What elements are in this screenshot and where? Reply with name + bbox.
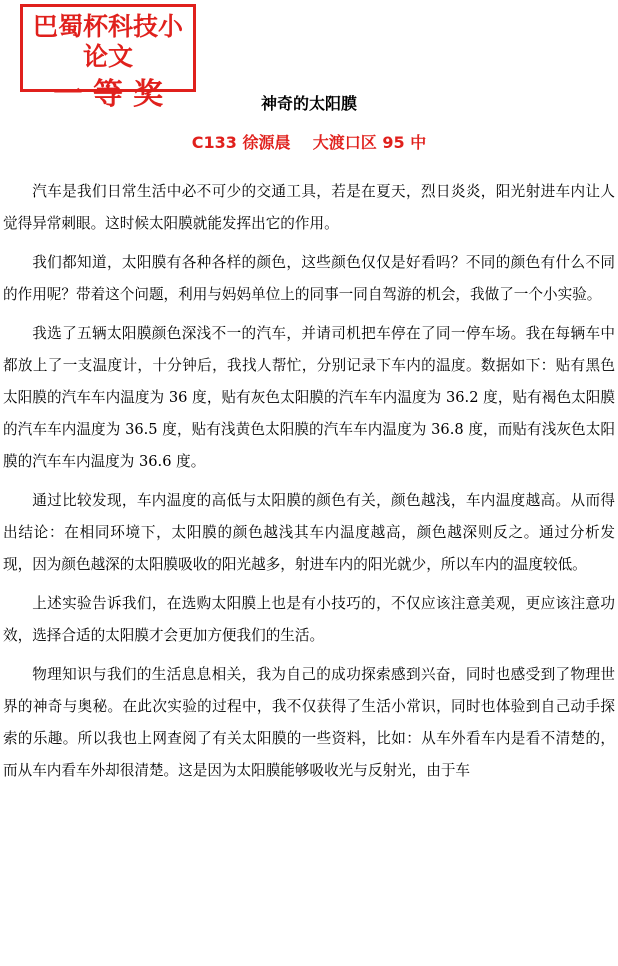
paragraph: 通过比较发现，车内温度的高低与太阳膜的颜色有关，颜色越浅，车内温度越高。从而得出结论：在相同环境下，太阳膜的颜色越浅其车内温度越高，颜色越深则反之。通过分析发现，因为颜色越深的太阳膜吸收的阳光越多，射进车内的阳光就少，所以车内的温度较低。 (3, 492, 615, 573)
paragraph: 汽车是我们日常生活中必不可少的交通工具，若是在夏天，烈日炎炎，阳光射进车内让人觉得异常刺眼。这时候太阳膜就能发挥出它的作用。 (3, 183, 615, 232)
document-title: 神奇的太阳膜 (260, 94, 357, 113)
award-stamp (20, 4, 196, 112)
stamp-competition-name: 巴蜀杯科技小论文 (32, 12, 183, 71)
paragraph: 我们都知道，太阳膜有各种各样的颜色，这些颜色仅仅是好看吗？不同的颜色有什么不同的作用呢？带着这个问题，利用与妈妈单位上的同事一同自驾游的机会，我做了一个小实验。 (3, 254, 615, 303)
paragraph: 上述实验告诉我们，在选购太阳膜上也是有小技巧的，不仅应该注意美观，更应该注意功效，选择合适的太阳膜才会更加方便我们的生活。 (3, 595, 615, 644)
document-body (3, 176, 615, 794)
stamp-award-level: 一等奖 (53, 77, 173, 112)
paragraph: 物理知识与我们的生活息息相关，我为自己的成功探索感到兴奋，同时也感受到了物理世界的神奇与奥秘。在此次实验的过程中，我不仅获得了生活小常识，同时也体验到自己动手探索的乐趣。所以我也上网查阅了有关太阳膜的一些资料，比如：从车外看车内是看不清楚的，而从车内看车外却很清楚。这是因为太阳膜能够吸收光与反射光，由于车 (3, 666, 615, 779)
author-byline: C133 徐源晨 大渡口区 95 中 (191, 133, 427, 152)
paragraph: 我选了五辆太阳膜颜色深浅不一的汽车，并请司机把车停在了同一停车场。我在每辆车中都放上了一支温度计，十分钟后，我找人帮忙，分别记录下车内的温度。数据如下：贴有黑色太阳膜的汽车车内温度为 36 度，贴有灰色太阳膜的汽车车内温度为 36.2 度，贴有褐色太阳膜的汽车车内温度为 36.5 度，贴有浅黄色太阳膜的汽车车内温度为 36.8 度，而贴有浅灰色太阳膜的汽车车内温度为 36.6 度。 (3, 325, 615, 470)
